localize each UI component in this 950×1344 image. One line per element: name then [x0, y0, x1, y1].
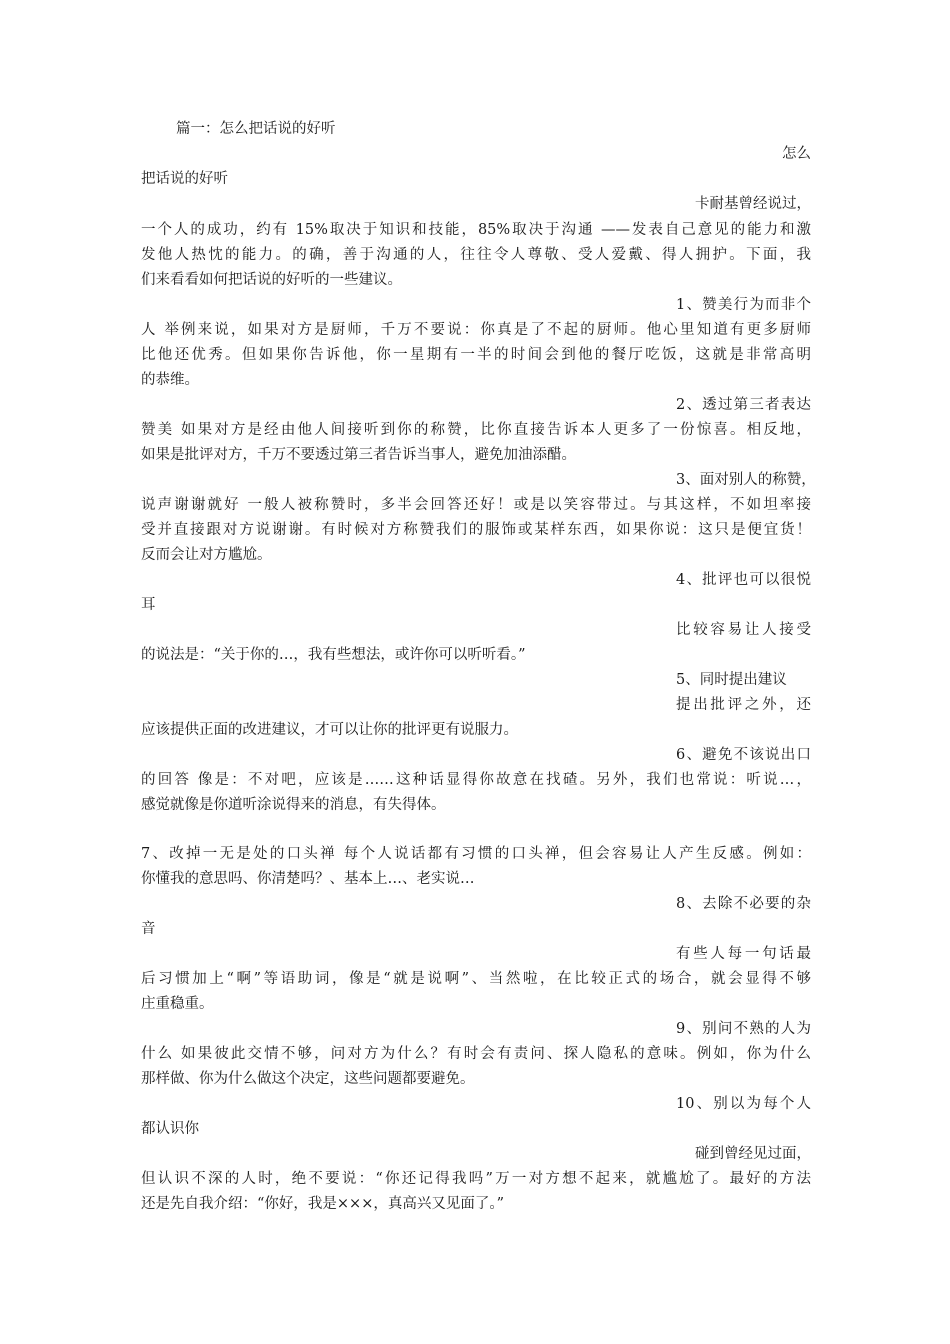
section-8-heading-end: 音 — [141, 921, 156, 937]
section-9-heading: 9、别问不熟的人为 — [676, 1021, 811, 1037]
section-1-line: 人 举例来说，如果对方是厨师，千万不要说：你真是了不起的厨师。他心里知道有更多厨师 — [141, 322, 811, 338]
section-2-line: 如果是批评对方，千万不要透过第三者告诉当事人，避免加油添醋。 — [141, 447, 576, 463]
section-3-line: 反而会让对方尴尬。 — [141, 547, 272, 563]
section-5-line: 提出批评之外，还 — [676, 697, 811, 713]
section-3-heading: 3、面对别人的称赞， — [676, 472, 816, 488]
section-9-line: 那样做、你为什么做这个决定，这些问题都要避免。 — [141, 1071, 475, 1087]
section-10-heading-end: 都认识你 — [141, 1121, 199, 1137]
section-4-heading: 4、批评也可以很悦 — [676, 572, 811, 588]
section-8-line: 庄重稳重。 — [141, 996, 214, 1012]
intro-line: 一个人的成功，约有 15%取决于知识和技能，85%取决于沟通 ——发表自己意见的能力和激 — [141, 222, 811, 238]
section-10-line: 碰到曾经见过面， — [695, 1146, 811, 1162]
intro-line: 们来看看如何把话说的好听的一些建议。 — [141, 272, 402, 288]
section-10-heading: 10、别以为每个人 — [676, 1096, 811, 1112]
section-1-line: 的恭维。 — [141, 372, 199, 388]
section-10-line: 但认识不深的人时，绝不要说：“你还记得我吗”万一对方想不起来，就尴尬了。最好的方法 — [141, 1171, 811, 1187]
heading-line-1: 怎么 — [782, 146, 811, 162]
section-2-line: 赞美 如果对方是经由他人间接听到你的称赞，比你直接告诉本人更多了一份惊喜。相反地， — [141, 422, 811, 438]
section-5-heading: 5、同时提出建议 — [676, 672, 787, 688]
section-8-heading: 8、去除不必要的杂 — [676, 896, 811, 912]
heading-line-2: 把话说的好听 — [141, 171, 228, 187]
section-1-line: 比他还优秀。但如果你告诉他，你一星期有一半的时间会到他的餐厅吃饭，这就是非常高明 — [141, 347, 811, 363]
section-8-line: 后习惯加上“啊”等语助词，像是“就是说啊”、当然啦，在比较正式的场合，就会显得不够 — [141, 971, 811, 987]
section-10-line: 还是先自我介绍：“你好，我是×××，真高兴又见面了。” — [141, 1196, 505, 1212]
section-1-heading: 1、赞美行为而非个 — [676, 297, 811, 313]
section-6-line: 的回答 像是：不对吧，应该是……这种话显得你故意在找碴。另外，我们也常说：听说…， — [141, 772, 811, 788]
section-6-line: 感觉就像是你道听涂说得来的消息，有失得体。 — [141, 797, 446, 813]
section-2-heading: 2、透过第三者表达 — [676, 397, 811, 413]
section-3-line: 受并直接跟对方说谢谢。有时候对方称赞我们的服饰或某样东西，如果你说：这只是便宜货！ — [141, 522, 811, 538]
section-7-line: 你懂我的意思吗、你清楚吗？、基本上…、老实说… — [141, 871, 475, 887]
section-9-line: 什么 如果彼此交情不够，问对方为什么？有时会有责问、探人隐私的意味。例如，你为什么 — [141, 1046, 811, 1062]
section-5-line: 应该提供正面的改进建议，才可以让你的批评更有说服力。 — [141, 722, 518, 738]
section-4-heading-end: 耳 — [141, 597, 156, 613]
section-4-line: 的说法是：“关于你的…，我有些想法，或许你可以听听看。” — [141, 647, 526, 663]
section-3-line: 说声谢谢就好 一般人被称赞时，多半会回答还好！或是以笑容带过。与其这样，不如坦率接 — [141, 497, 811, 513]
section-7-line: 7、改掉一无是处的口头禅 每个人说话都有习惯的口头禅，但会容易让人产生反感。例如： — [141, 846, 811, 862]
section-8-line: 有些人每一句话最 — [676, 946, 811, 962]
intro-line: 卡耐基曾经说过， — [695, 196, 811, 212]
section-4-line: 比较容易让人接受 — [676, 622, 811, 638]
section-6-heading: 6、避免不该说出口 — [676, 747, 811, 763]
intro-line: 发他人热忱的能力。的确，善于沟通的人，往往令人尊敬、受人爱戴、得人拥护。下面，我 — [141, 247, 811, 263]
document-title: 篇一：怎么把话说的好听 — [176, 121, 336, 137]
